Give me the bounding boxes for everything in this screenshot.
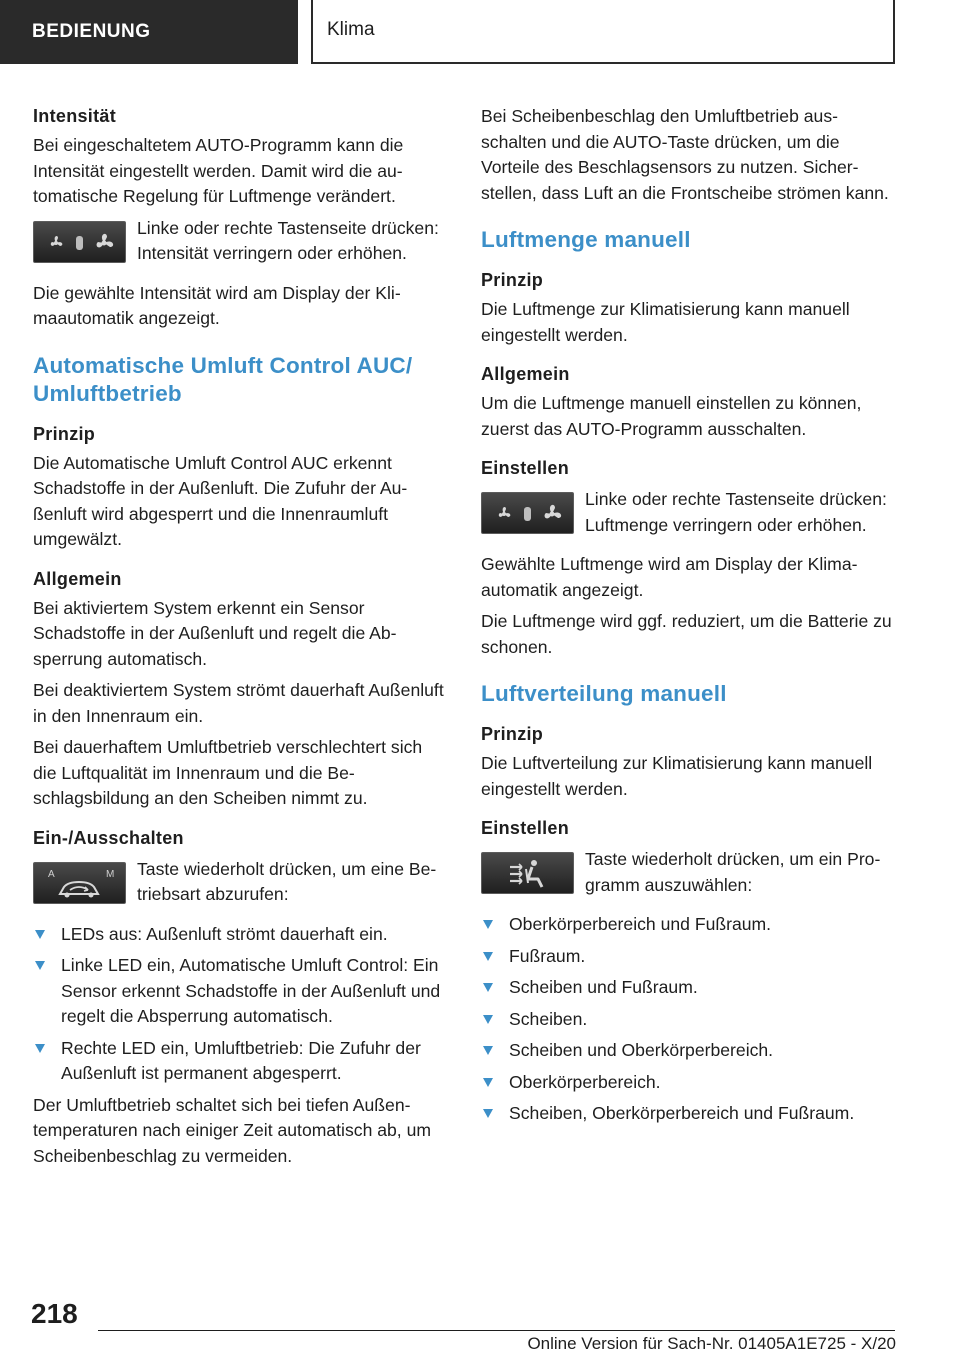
bullet-triangle-icon	[35, 930, 45, 939]
paragraph-prinzip-luftmenge: Die Luftmenge zur Klimatisierung kann manuell eingestellt werden.	[481, 299, 850, 345]
heading-prinzip: Prinzip	[33, 423, 96, 444]
bullet-triangle-icon	[483, 920, 493, 929]
list-item: Oberkörperbereich.	[481, 1070, 895, 1096]
paragraph-allgemein-1: Bei aktiviertem System erkennt ein Sensor Schadstoffe in der Außenluft und regelt die Absperrung automatisch.	[33, 597, 397, 669]
paragraph-display: Die gewählte Intensität wird am Display der Klimaautomatik angezeigt.	[33, 282, 401, 328]
list-item: Scheiben und Fußraum.	[481, 975, 895, 1001]
heading-einstellen-luftverteilung: Einstellen	[481, 818, 570, 838]
paragraph-luftmenge-2: Die Luftmenge wird ggf. reduziert, um die Batterie zu schonen.	[481, 611, 892, 657]
bullet-triangle-icon	[35, 1044, 45, 1053]
bullet-list-luftverteilung	[481, 912, 895, 1127]
icon-row-luftmenge	[481, 487, 895, 538]
footer-divider	[98, 1330, 895, 1331]
list-item: Scheiben und Oberkörperbereich.	[481, 1038, 895, 1064]
page-footer	[0, 1290, 960, 1362]
paragraph-top: Bei Scheibenbeschlag den Umluftbetrieb ausschalten und die AUTO-Taste drücken, um die Vorteile des Beschlagsensors zu nutzen. Sicherstellen, dass Luft an die Frontscheibe strömen kann.	[481, 106, 889, 203]
icon-text-luftmenge: Linke oder rechte Tastenseite drücken: Luftmenge verringern oder erhöhen.	[585, 489, 887, 535]
bullet-triangle-icon	[483, 983, 493, 992]
heading-allgemein: Allgemein	[33, 568, 122, 589]
heading-auc: Automatische Umluft Control AUC/ Umluftbetrieb	[33, 352, 413, 406]
bullet-triangle-icon	[483, 1109, 493, 1118]
paragraph-luftmenge-1: Gewählte Luftmenge wird am Display der Klimaautomatik angezeigt.	[481, 554, 858, 600]
paragraph-intensitaet: Bei eingeschaltetem AUTO-Programm kann die Intensität eingestellt werden. Damit wird die automatische Regelung für Luftmenge verändert.	[33, 135, 404, 206]
heading-ein-aus: Ein-/Ausschalten	[33, 827, 184, 848]
paragraph-prinzip-luftverteilung: Die Luftverteilung zur Klimatisierung kann manuell eingestellt werden.	[481, 753, 873, 799]
bullet-triangle-icon	[483, 1015, 493, 1024]
heading-einstellen-luftmenge: Einstellen	[481, 458, 570, 478]
fan-button-icon	[33, 221, 126, 263]
paragraph-allgemein-3: Bei dauerhaftem Umluftbetrieb verschlechtert sich die Luftqualität im Innenraum und die Beschlagsbildung an den Scheiben nimmt zu.	[33, 737, 423, 808]
icon-auc-label-m: M	[106, 868, 115, 880]
section-title: BEDIENUNG	[0, 0, 298, 64]
list-item: Linke LED ein, Automatische Umluft Control: Ein Sensor erkennt Schadstoffe in der Außenluft und regelt die Absperrung automatisch.	[33, 953, 447, 1030]
list-item: Scheiben.	[481, 1007, 895, 1033]
list-item: Scheiben, Oberkörperbereich und Fußraum.	[481, 1101, 895, 1127]
paragraph-end: Der Umluftbetrieb schaltet sich bei tiefen Außentemperaturen nach einiger Zeit automatisch ab, um Scheibenbeschlag zu vermeiden.	[33, 1094, 432, 1166]
recirculation-button-icon	[33, 862, 126, 904]
footer-online-version: Online Version für Sach-Nr. 01405A1E725 - X/20	[527, 1334, 896, 1353]
heading-allgemein-luftmenge: Allgemein	[481, 364, 570, 384]
heading-prinzip-luftverteilung: Prinzip	[481, 724, 544, 744]
list-item: LEDs aus: Außenluft strömt dauerhaft ein.	[33, 922, 447, 948]
left-column	[33, 104, 447, 1175]
heading-luftmenge: Luftmenge manuell	[481, 227, 691, 252]
icon-auc-label-a: A	[48, 868, 55, 880]
icon-row-luftverteilung	[481, 847, 895, 898]
list-item: Oberkörperbereich und Fußraum.	[481, 912, 895, 938]
icon-text-luftverteilung: Taste wiederholt drücken, um ein Programm auszuwählen:	[585, 849, 881, 895]
paragraph-allgemein-luftmenge: Um die Luftmenge manuell einstellen zu können, zuerst das AUTO-Programm ausschalten.	[481, 393, 862, 439]
list-item: Rechte LED ein, Umluftbetrieb: Die Zufuhr der Außenluft ist permanent abgesperrt.	[33, 1036, 447, 1087]
bullet-triangle-icon	[35, 961, 45, 970]
fan-button-icon	[481, 492, 574, 534]
chapter-title: Klima	[311, 0, 895, 64]
icon-row-intensitaet	[33, 216, 447, 267]
right-column	[481, 104, 895, 1133]
page-header	[0, 0, 960, 66]
icon-text-intensitaet: Linke oder rechte Tastenseite drücken: Intensität verringern oder erhöhen.	[137, 217, 439, 263]
bullet-triangle-icon	[483, 1078, 493, 1087]
paragraph-prinzip: Die Automatische Umluft Control AUC erkennt Schadstoffe in der Außenluft. Die Zufuhr der Außenluft wird abgesperrt und die Innenraumluft umgewälzt.	[33, 452, 408, 549]
list-item: Fußraum.	[481, 944, 895, 970]
bullet-list-auc	[33, 922, 447, 1087]
bullet-triangle-icon	[483, 1046, 493, 1055]
air-distribution-button-icon	[481, 852, 574, 894]
heading-luftverteilung: Luftverteilung manuell	[481, 681, 727, 706]
icon-row-auc	[33, 857, 447, 908]
paragraph-allgemein-2: Bei deaktiviertem System strömt dauerhaft Außenluft in den Innenraum ein.	[33, 680, 444, 726]
bullet-triangle-icon	[483, 952, 493, 961]
heading-intensitaet: Intensität	[33, 106, 117, 126]
heading-prinzip-luftmenge: Prinzip	[481, 270, 544, 290]
page-number: 218	[31, 1298, 78, 1329]
icon-text-auc: Taste wiederholt drücken, um eine Betriebsart abzurufen:	[137, 858, 437, 904]
